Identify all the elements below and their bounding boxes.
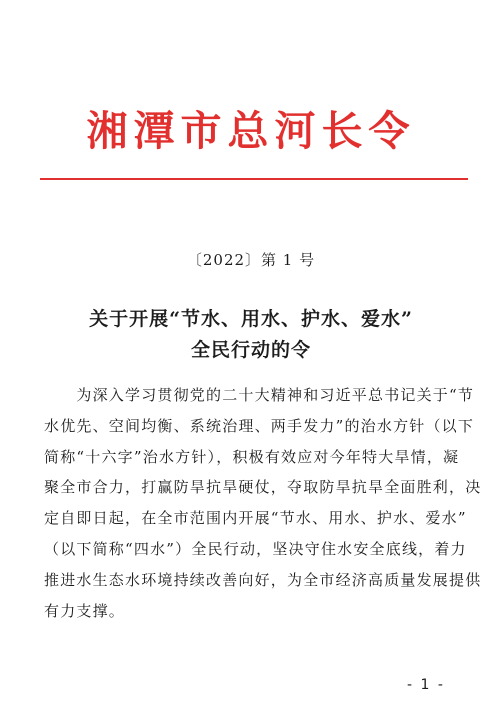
body-line: 简称“十六字”治水方针），积极有效应对今年特大旱情，凝 — [44, 447, 460, 466]
body-line: 为深入学习贯彻党的二十大精神和习近平总书记关于“节 — [44, 386, 475, 404]
masthead-divider — [40, 178, 468, 180]
document-title — [30, 304, 472, 366]
body-line: 水优先、空间均衡、系统治理、两手发力”的治水方针（以下 — [44, 416, 475, 435]
body-line: 定自即日起，在全市范围内开展“节水、用水、护水、爱水” — [44, 509, 467, 528]
document-number: 〔2022〕第 1 号 — [186, 251, 316, 269]
body-line: 推进水生态水环境持续改善向好，为全市经济高质量发展提供 — [44, 570, 482, 589]
document-title-line: 全民行动的令 — [190, 339, 311, 361]
body-line: 有力支撑。 — [44, 601, 126, 620]
document-body — [44, 380, 482, 626]
body-line: 聚全市合力，打赢防旱抗旱硬仗，夺取防旱抗旱全面胜利，决 — [44, 478, 482, 497]
body-line: （以下简称“四水”）全民行动，坚决守住水安全底线，着力 — [44, 539, 467, 558]
masthead-title: 湘潭市总河长令 — [86, 107, 416, 155]
page-number: - 1 - — [407, 677, 445, 693]
document-title-line: 关于开展“节水、用水、护水、爱水” — [89, 308, 413, 330]
